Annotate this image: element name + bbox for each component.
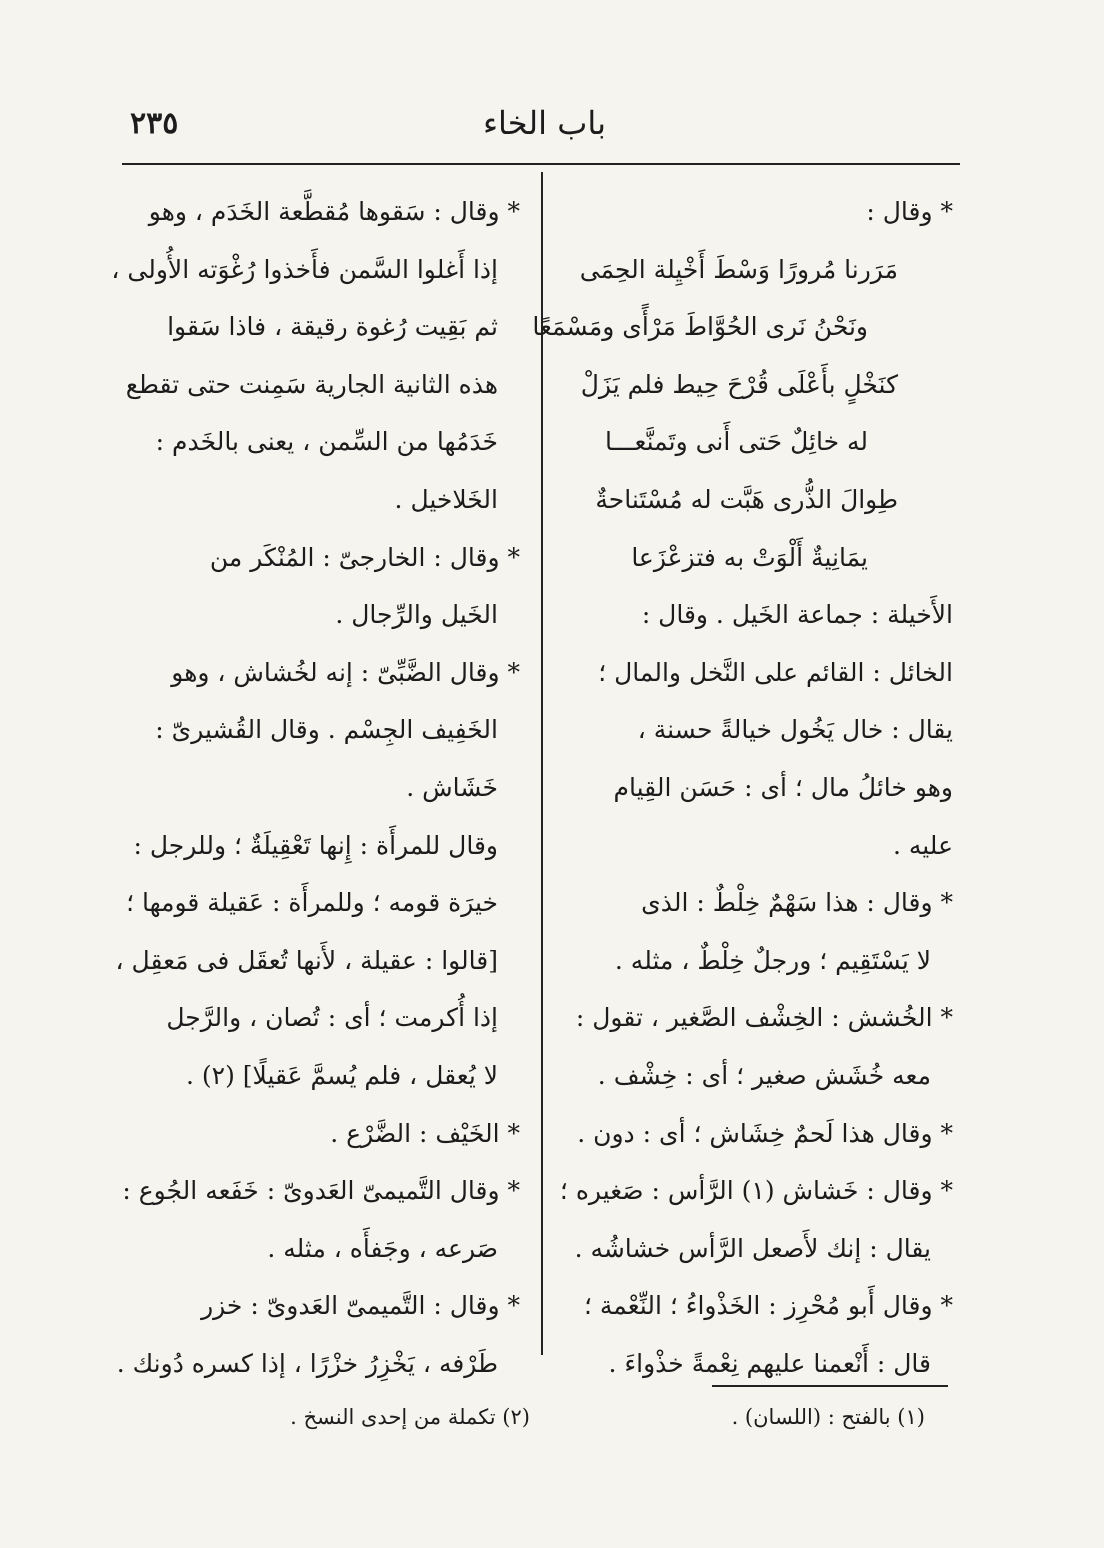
text-line: الخائل : القائم على النَّخل والمال ؛ <box>598 657 953 687</box>
text-line: إذا أُكرمت ؛ أى : تُصان ، والرَّجل <box>166 1003 498 1033</box>
text-line: الأَخيلة : جماعة الخَيل . وقال : <box>641 600 953 630</box>
text-line: ثم بَقِيت رُغوة رقيقة ، فاذا سَقوا <box>167 312 498 342</box>
text-line: طَرْفه ، يَخْزِرُ خزْرًا ، إذا كسره دُونك . <box>116 1348 498 1378</box>
text-line: وقال للمرأَة : إِنها تَعْقِيلَةٌ ؛ وللرجل : <box>133 830 498 860</box>
text-line: قال : أَنْعمنا عليهم نِعْمةً خذْواءَ . <box>608 1348 931 1378</box>
footnote-2: (٢) تكملة من إحدى النسخ . <box>290 1405 530 1429</box>
text-line: معه خُشَش صغير ؛ أى : خِشْف . <box>597 1060 931 1090</box>
left-column <box>111 183 520 1392</box>
text-line: يقال : خال يَخُول خيالةً حسنة ، <box>637 715 953 745</box>
verse-line: مَرَرنا مُرورًا وَسْطَ أَخْيِلة الحِمَى <box>579 254 898 284</box>
footnote-1: (١) بالفتح : (اللسان) . <box>731 1405 925 1429</box>
text-line: خَدَمُها من السِّمن ، يعنى بالخَدم : <box>155 427 498 457</box>
verse-line: كنَخْلٍ بأَعْلَى قُرْحَ حِيط فلم يَزَلْ <box>580 369 898 399</box>
text-line: * وقال : سَقوها مُقطَّعة الخَدَم ، وهو <box>148 197 520 226</box>
verse-line: له خائِلٌ حَتى أَنى وتَمنَّعـــا <box>604 427 868 457</box>
text-line: * وقال الضَّبِّىّ : إنه لخُشاش ، وهو <box>171 657 520 687</box>
text-line: خَشَاش . <box>406 772 498 802</box>
verse-line: ونَحْنُ نَرى الحُوَّاطَ مَرْأًى ومَسْمَعًا <box>532 312 868 342</box>
text-line: يقال : إنك لأَصعل الرَّأس خشاشُه . <box>574 1233 931 1263</box>
text-line: * وقال : <box>866 197 953 226</box>
text-line: * وقال هذا لَحمٌ خِشَاش ؛ أى : دون . <box>577 1118 953 1148</box>
text-line: * وقال التَّميمىّ العَدوىّ : خَفَعه الجُوع : <box>122 1176 520 1206</box>
text-line: [قالوا : عقيلة ، لأَنها تُعقَل فى مَعقِل ، <box>115 945 498 975</box>
text-line: * وقال : التَّميمىّ العَدوىّ : خزر <box>201 1291 520 1321</box>
text-line: لا يُعقل ، فلم يُسمَّ عَقيلًا] (٢) . <box>186 1060 498 1090</box>
text-line: لا يَسْتَقِيم ؛ ورجلٌ خِلْطٌ ، مثله . <box>614 945 931 975</box>
text-line: الخَفِيف الجِسْم . وقال القُشيرىّ : <box>155 715 498 745</box>
header-rule <box>122 163 960 165</box>
text-line: خيرَة قومه ؛ وللمرأَة : عَقيلة قومها ؛ <box>126 888 498 918</box>
text-line: * الخَيْف : الضَّرْع . <box>330 1118 520 1148</box>
text-line: * وقال أَبو مُحْرِز : الخَذْواءُ ؛ النِّعْمة ؛ <box>583 1291 953 1321</box>
verse-line: طِوالَ الذُّرى هَبَّت له مُسْتَناحةٌ <box>595 484 898 514</box>
text-line: الخَيل والرِّجال . <box>335 600 498 630</box>
footnote-rule <box>712 1385 948 1387</box>
text-line: عليه . <box>892 830 953 860</box>
right-column <box>532 183 953 1392</box>
running-head: باب الخاء <box>482 104 607 142</box>
text-line: * وقال : هذا سَهْمٌ خِلْطٌ : الذى <box>641 888 953 918</box>
text-line: صَرعه ، وجَفأَه ، مثله . <box>267 1233 498 1263</box>
text-line: * وقال : خَشاش (١) الرَّأس : صَغيره ؛ <box>559 1176 953 1206</box>
text-line: إذا أَغلوا السَّمن فأَخذوا رُغْوَته الأُولى ، <box>111 254 498 284</box>
page-header <box>130 100 959 150</box>
text-line: * وقال : الخارجىّ : المُنْكَر من <box>209 542 520 572</box>
verse-line: يمَانِيةٌ أَلْوَتْ به فتزعْزَعا <box>631 542 868 572</box>
text-line: * الخُشش : الخِشْف الصَّغير ، تقول : <box>575 1003 953 1033</box>
page-number: ٢٣٥ <box>130 106 179 141</box>
text-line: الخَلاخيل . <box>394 484 498 514</box>
text-line: هذه الثانية الجارية سَمِنت حتى تقطع <box>125 369 498 399</box>
text-line: وهو خائلُ مال ؛ أى : حَسَن القِيام <box>613 772 953 802</box>
